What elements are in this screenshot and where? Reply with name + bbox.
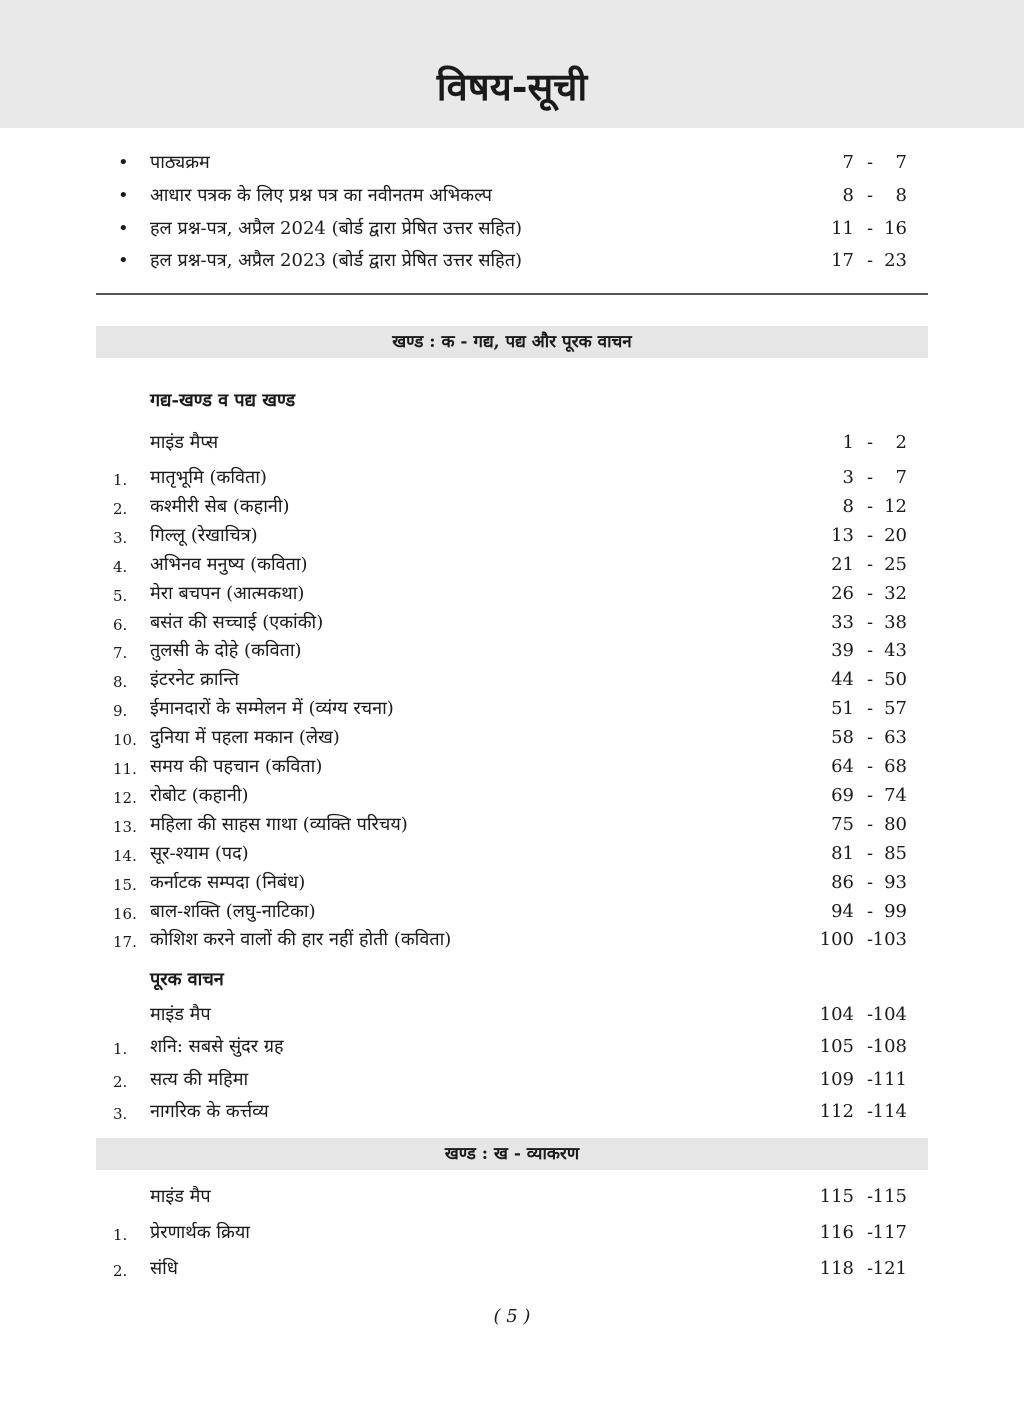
entry-title: माइंड मैप [150, 1004, 211, 1025]
page-range-dash: - [866, 553, 874, 575]
page-to: 121 [872, 1258, 907, 1279]
toc-entry[interactable] [0, 463, 1024, 493]
entry-title: संधि [150, 1258, 178, 1279]
entry-title: हल प्रश्न-पत्र, अप्रैल 2024 (बोर्ड द्वारा प्रेषित उत्तर सहित) [150, 218, 523, 239]
page-from: 104 [819, 1004, 854, 1025]
page-range-dash: - [866, 524, 874, 546]
divider [96, 293, 928, 295]
section-b-heading: खण्ड : ख - व्याकरण [96, 1138, 928, 1170]
toc-entry[interactable] [0, 579, 1024, 609]
entry-number: 9. [113, 702, 128, 721]
page-range-dash: - [866, 929, 874, 951]
page-to: 93 [884, 871, 907, 893]
page-from: 69 [831, 784, 854, 806]
page-from: 11 [831, 218, 854, 239]
toc-entry[interactable] [0, 723, 1024, 753]
page-from: 33 [831, 611, 854, 633]
page-range-dash: - [866, 582, 874, 604]
page-title: विषय-सूची [436, 64, 588, 109]
page-to: 74 [884, 784, 907, 806]
entry-title: गिल्लू (रेखाचित्र) [150, 524, 258, 546]
toc-entry[interactable] [0, 897, 1024, 927]
entry-title: हल प्रश्न-पत्र, अप्रैल 2023 (बोर्ड द्वारा प्रेषित उत्तर सहित) [150, 250, 523, 271]
page-from: 116 [819, 1222, 854, 1243]
entry-number: 16. [113, 904, 137, 923]
bullet-icon: • [118, 250, 129, 271]
toc-entry[interactable] [0, 246, 1024, 276]
page-from: 105 [819, 1036, 854, 1057]
page-from: 81 [831, 842, 854, 864]
page-to: 115 [872, 1186, 907, 1207]
page-range-dash: - [866, 784, 874, 806]
entry-title: रोबोट (कहानी) [150, 784, 249, 806]
page-range-dash: - [866, 669, 874, 691]
page-from: 1 [842, 432, 854, 453]
page-range-dash: - [866, 1222, 874, 1243]
toc-entry[interactable] [0, 1254, 1024, 1284]
toc-entry[interactable] [0, 781, 1024, 811]
page-from: 75 [831, 813, 854, 835]
entry-title: सूर-श्याम (पद) [150, 842, 249, 864]
entry-number: 4. [113, 557, 128, 576]
toc-entry[interactable] [0, 1000, 1024, 1030]
subheading-supplementary: पूरक वाचन [150, 969, 224, 990]
bullet-icon: • [118, 218, 129, 239]
toc-entry[interactable] [0, 665, 1024, 695]
entry-title: प्रेरणार्थक क्रिया [150, 1222, 250, 1243]
entry-title: बाल-शक्ति (लघु-नाटिका) [150, 900, 316, 922]
entry-title: महिला की साहस गाथा (व्यक्ति परिचय) [150, 813, 408, 835]
page-from: 3 [842, 467, 854, 488]
entry-number: 2. [113, 1073, 128, 1091]
toc-entry[interactable] [0, 428, 1024, 458]
bullet-icon: • [118, 185, 129, 206]
page-from: 17 [831, 250, 854, 271]
entry-number: 1. [113, 1226, 128, 1244]
entry-title: आधार पत्रक के लिए प्रश्न पत्र का नवीनतम अभिकल्प [150, 185, 493, 206]
entry-title: समय की पहचान (कविता) [150, 756, 323, 777]
page-range-dash: - [866, 185, 874, 206]
page-to: 25 [884, 553, 907, 575]
entry-number: 1. [113, 1040, 128, 1058]
page-range-dash: - [866, 1036, 874, 1057]
entry-number: 17. [113, 933, 137, 952]
page-range-dash: - [866, 698, 874, 720]
page-from: 58 [831, 727, 854, 749]
toc-entry[interactable] [0, 1182, 1024, 1212]
page-to: 23 [884, 250, 907, 271]
toc-entry[interactable] [0, 492, 1024, 522]
entry-title: बसंत की सच्चाई (एकांकी) [150, 611, 324, 633]
page-to: 38 [884, 611, 907, 633]
page-from: 115 [819, 1186, 854, 1207]
page-from: 64 [831, 756, 854, 777]
toc-entry[interactable] [0, 521, 1024, 551]
page-from: 21 [831, 553, 854, 575]
page-range-dash: - [866, 218, 874, 239]
page-from: 86 [831, 871, 854, 893]
page-range-dash: - [866, 727, 874, 749]
page-from: 13 [831, 524, 854, 546]
entry-title: शनि: सबसे सुंदर ग्रह [150, 1036, 284, 1057]
page-range-dash: - [866, 1004, 874, 1025]
page-to: 2 [895, 432, 907, 453]
entry-number: 13. [113, 817, 137, 836]
entry-number: 2. [113, 1262, 128, 1280]
toc-entry[interactable] [0, 752, 1024, 782]
page-to: 104 [872, 1004, 907, 1025]
entry-number: 5. [113, 586, 128, 605]
page-range-dash: - [866, 467, 874, 488]
page-from: 51 [831, 698, 854, 720]
page-to: 99 [884, 900, 907, 922]
toc-entry[interactable] [0, 925, 1024, 955]
entry-title: मेरा बचपन (आत्मकथा) [150, 582, 305, 604]
page-from: 44 [831, 669, 854, 691]
toc-entry[interactable] [0, 1218, 1024, 1248]
page-range-dash: - [866, 611, 874, 633]
entry-title: तुलसी के दोहे (कविता) [150, 640, 302, 662]
page-to: 80 [884, 813, 907, 835]
entry-title: अभिनव मनुष्य (कविता) [150, 553, 308, 575]
page-from: 118 [819, 1258, 854, 1279]
page-to: 8 [895, 185, 907, 206]
page-from: 94 [831, 900, 854, 922]
entry-number: 3. [113, 1105, 128, 1123]
page-from: 7 [842, 152, 854, 173]
toc-entry[interactable] [0, 694, 1024, 724]
entry-title: माइंड मैप्स [150, 432, 219, 453]
page-from: 112 [819, 1101, 854, 1122]
page-to: 68 [884, 756, 907, 777]
page-to: 117 [872, 1222, 907, 1243]
page-to: 57 [884, 698, 907, 720]
page-range-dash: - [866, 1101, 874, 1122]
page-range-dash: - [866, 495, 874, 517]
entry-number: 7. [113, 644, 128, 663]
page-to: 16 [884, 218, 907, 239]
page-to: 111 [872, 1069, 907, 1090]
page-number: ( 5 ) [493, 1306, 531, 1327]
section-a-heading: खण्ड : क - गद्य, पद्य और पूरक वाचन [96, 326, 928, 358]
page-range-dash: - [866, 1186, 874, 1207]
entry-title: नागरिक के कर्त्तव्य [150, 1101, 269, 1122]
subheading-prose-poetry: गद्य-खण्ड व पद्य खण्ड [150, 390, 296, 411]
page-from: 8 [842, 185, 854, 206]
page-range-dash: - [866, 842, 874, 864]
entry-title: सत्य की महिमा [150, 1069, 249, 1090]
entry-title: माइंड मैप [150, 1186, 211, 1207]
toc-entry[interactable] [0, 1097, 1024, 1127]
page-range-dash: - [866, 640, 874, 662]
page-to: 7 [895, 152, 907, 173]
entry-title: पाठ्यक्रम [150, 152, 210, 173]
page-range-dash: - [866, 250, 874, 271]
toc-entry[interactable] [0, 1065, 1024, 1095]
entry-number: 10. [113, 731, 137, 750]
toc-entry[interactable] [0, 1032, 1024, 1062]
toc-entry[interactable] [0, 214, 1024, 244]
page-to: 114 [872, 1101, 907, 1122]
entry-title: मातृभूमि (कविता) [150, 467, 267, 488]
page-range-dash: - [866, 756, 874, 777]
toc-entry[interactable] [0, 550, 1024, 580]
bullet-icon: • [118, 152, 129, 173]
entry-title: दुनिया में पहला मकान (लेख) [150, 727, 340, 749]
toc-entry[interactable] [0, 636, 1024, 666]
page-to: 63 [884, 727, 907, 749]
entry-number: 8. [113, 673, 128, 692]
entry-title: कोशिश करने वालों की हार नहीं होती (कविता) [150, 929, 452, 951]
toc-entry[interactable] [0, 148, 1024, 178]
page-range-dash: - [866, 871, 874, 893]
page-range-dash: - [866, 1069, 874, 1090]
toc-entry[interactable] [0, 868, 1024, 898]
entry-title: इंटरनेट क्रान्ति [150, 669, 240, 691]
page-range-dash: - [866, 1258, 874, 1279]
page-from: 8 [842, 495, 854, 517]
entry-title: कश्मीरी सेब (कहानी) [150, 495, 290, 517]
page-from: 26 [831, 582, 854, 604]
page-range-dash: - [866, 813, 874, 835]
toc-entry[interactable] [0, 810, 1024, 840]
page-range-dash: - [866, 900, 874, 922]
entry-number: 12. [113, 788, 137, 807]
page-to: 43 [884, 640, 907, 662]
toc-entry[interactable] [0, 181, 1024, 211]
page-to: 103 [872, 929, 907, 951]
entry-number: 3. [113, 528, 128, 547]
toc-entry[interactable] [0, 608, 1024, 638]
page-to: 85 [884, 842, 907, 864]
entry-number: 14. [113, 846, 137, 865]
page-to: 12 [884, 495, 907, 517]
entry-number: 6. [113, 615, 128, 634]
page-to: 20 [884, 524, 907, 546]
entry-number: 11. [113, 760, 137, 778]
page-from: 100 [819, 929, 854, 951]
entry-title: ईमानदारों के सम्मेलन में (व्यंग्य रचना) [150, 698, 394, 720]
page-to: 50 [884, 669, 907, 691]
entry-number: 2. [113, 499, 128, 518]
entry-title: कर्नाटक सम्पदा (निबंध) [150, 871, 306, 893]
page-to: 108 [872, 1036, 907, 1057]
page-to: 7 [895, 467, 907, 488]
page-from: 109 [819, 1069, 854, 1090]
entry-number: 15. [113, 875, 137, 894]
page-to: 32 [884, 582, 907, 604]
page-from: 39 [831, 640, 854, 662]
entry-number: 1. [113, 471, 128, 489]
page-range-dash: - [866, 152, 874, 173]
toc-entry[interactable] [0, 839, 1024, 869]
page-range-dash: - [866, 432, 874, 453]
